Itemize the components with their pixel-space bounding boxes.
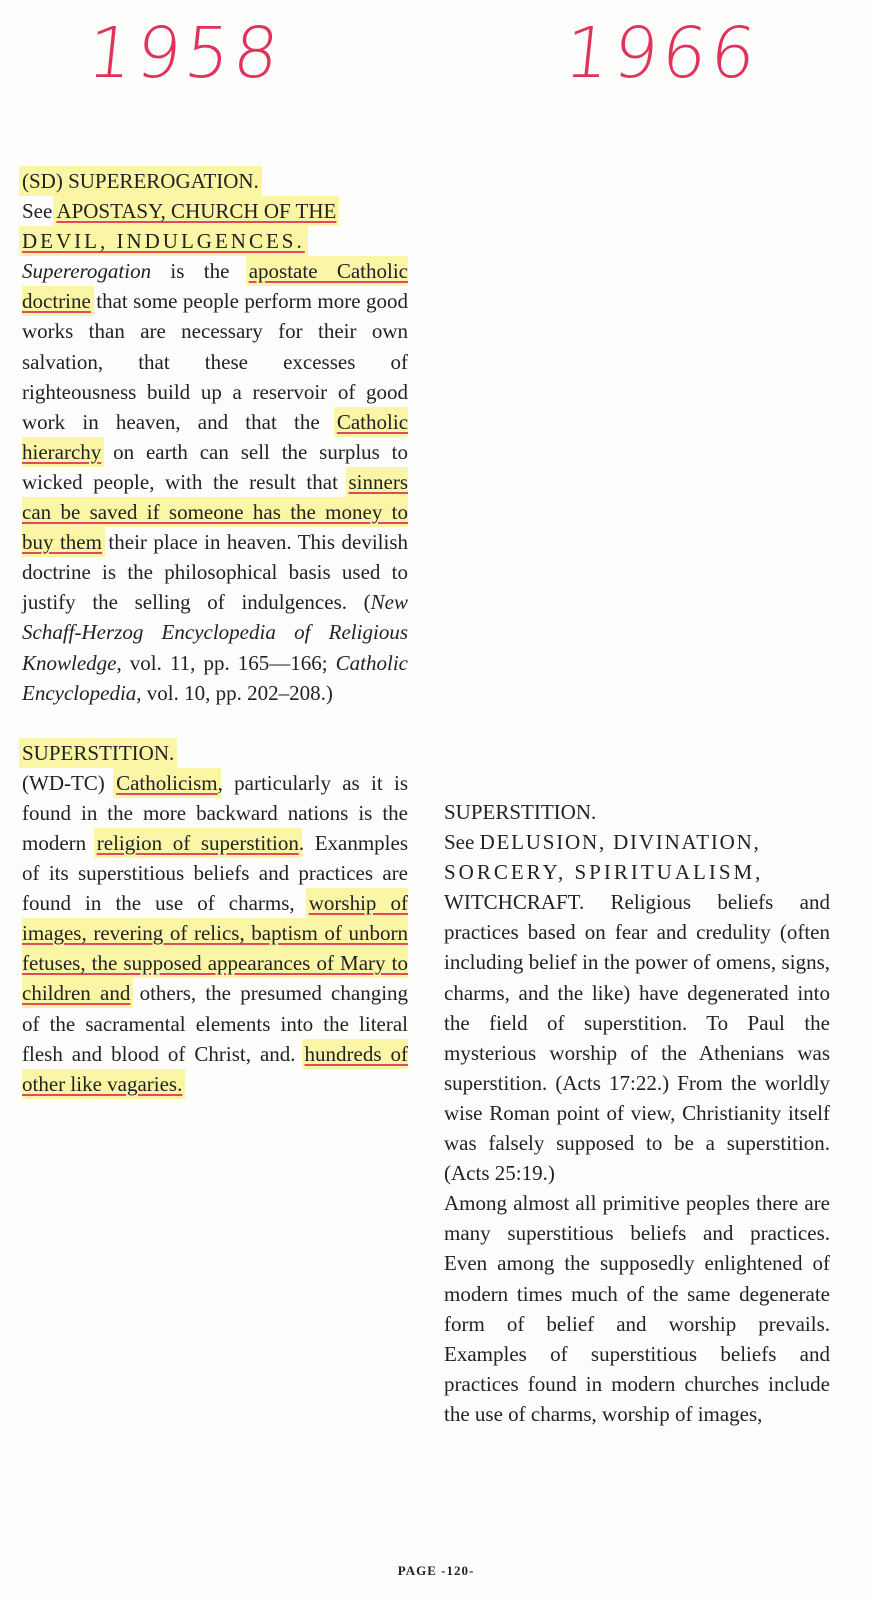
highlighted-phrase: hundreds of other like vagaries. (22, 1041, 408, 1096)
highlighted-phrase: sinners can be saved if someone has the money to buy them (22, 469, 408, 555)
citation-title: New Schaff-Herzog Encyclopedia of Religious Knowledge (22, 590, 408, 675)
highlighted-phrase: Catholic hierarchy (22, 409, 409, 464)
body-text: their place in heaven. This devilish doctrine is the philosophical basis used to justify the selling of indulgences. ( (22, 530, 408, 615)
supererogation-heading: (SD) SUPEREROGATION. (22, 169, 259, 193)
highlighted-phrase: worship of images, revering of relics, baptism of unborn fetuses, the supposed appearances of Mary to children and (22, 891, 408, 1006)
body-text: others, the presumed changing of the sacramental elements into the literal flesh and blood of Christ, and. (22, 981, 409, 1066)
body-text: , vol. 11, pp. 165—166; (116, 650, 328, 675)
supererogation-entry (22, 166, 408, 708)
superstition-entry-1958 (22, 738, 408, 1099)
body-text: (WD-TC) (22, 770, 105, 795)
cross-reference: WITCHCRAFT. (444, 890, 585, 915)
body-text: , vol. 10, pp. 202–208.) (136, 680, 333, 705)
see-prefix: See (22, 199, 53, 224)
page-number: PAGE -120- (397, 1563, 475, 1578)
citation-title: Catholic Encyclopedia (22, 650, 409, 705)
body-text: , particularly as it is found in the more backward nations is the modern (22, 770, 408, 855)
superstition-body-1966-continued (444, 1188, 830, 1429)
body-text: that some people perform more good works than are necessary for their own salvation, that these excesses of righteousness build up a reservoir of good work in heaven, and that the (22, 289, 409, 434)
body-text: is the (170, 259, 230, 284)
highlighted-phrase: Catholicism (116, 770, 218, 795)
left-column-1958 (22, 166, 408, 1099)
supererogation-body (22, 256, 408, 707)
right-column-1966 (444, 797, 830, 1429)
year-1958-annotation: 1958 (83, 12, 287, 94)
highlighted-phrase: religion of superstition (96, 830, 299, 855)
body-text: Among almost all primitive peoples there are many superstitious beliefs and practices. Even among the supposedly enlightened of modern times much of the same degenerate form of belief and worship prevails. Examples of superstitious beliefs and practices found in modern churches include the use of charms, worship of images, (444, 1191, 830, 1426)
body-text: Religious beliefs and practices based on fear and credulity (often including belief in the power of omens, signs, charms, and the like) have degenerated into the field of superstition. To Paul the mysterious worship of the Athenians was superstition. (Acts 17:22.) From the worldly wise Roman point of view, Christianity itself was falsely supposed to be a superstition. (Acts 25:19.) (444, 890, 830, 1186)
cross-reference: DELUSION, DIVINATION, (479, 830, 761, 855)
superstition-body (22, 768, 408, 1099)
year-1966-annotation: 1966 (560, 12, 764, 94)
cross-reference: SORCERY, SPIRITUALISM, (444, 860, 764, 885)
superstition-body-1966 (444, 887, 830, 1188)
highlighted-phrase: apostate Catholic doctrine (22, 259, 408, 314)
see-prefix: See (444, 830, 475, 855)
superstition-heading-1966: SUPERSTITION. (444, 800, 597, 824)
body-text: on earth can sell the surplus to wicked people, with the result that (22, 439, 409, 494)
term-italic: Supererogation (22, 259, 152, 284)
cross-reference: APOSTASY, CHURCH OF THE (56, 199, 337, 224)
superstition-heading: SUPERSTITION. (22, 740, 175, 765)
body-text: . Exanmples of its superstitious beliefs and practices are found in the use of charms, (22, 830, 409, 916)
cross-reference: DEVIL, INDULGENCES. (22, 229, 305, 254)
